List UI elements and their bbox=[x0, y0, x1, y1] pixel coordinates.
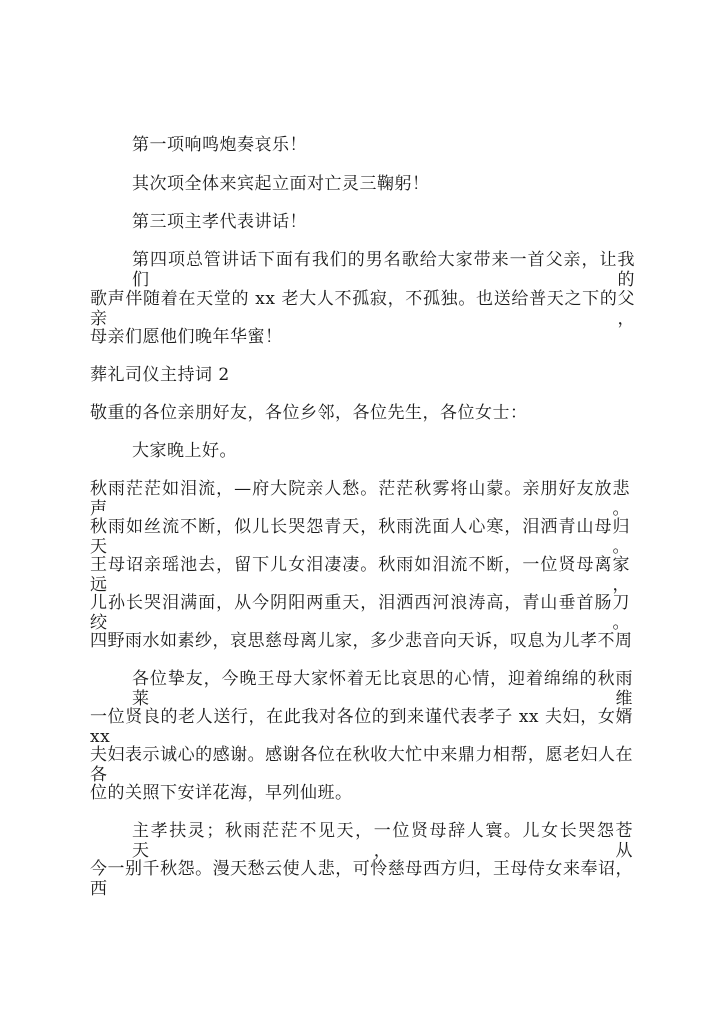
text-line: 其次项全体来宾起立面对亡灵三鞠躬！ bbox=[132, 174, 430, 194]
text-line: 主孝扶灵；秋雨茫茫不见天，一位贤母辞人寰。儿女长哭怨苍天，从 bbox=[132, 821, 633, 861]
text-line: 各位挚友，今晚王母大家怀着无比哀思的心情，迎着绵绵的秋雨莱维 bbox=[132, 669, 633, 709]
text-line: 第一项响鸣炮奏哀乐！ bbox=[132, 135, 307, 155]
text-line: 母亲们愿他们晚年华蜜！ bbox=[90, 327, 283, 347]
text-line: 秋雨茫茫如泪流，—府大院亲人愁。茫茫秋雾将山蒙。亲朋好友放悲声。 bbox=[90, 479, 630, 519]
text-line: 第三项主孝代表讲话！ bbox=[132, 212, 307, 232]
text-line: 第四项总管讲话下面有我们的男名歌给大家带来一首父亲，让我们的 bbox=[132, 250, 635, 290]
text-line: 秋雨如丝流不断，似儿长哭怨青天，秋雨洗面人心寒，泪洒青山母归天。 bbox=[90, 517, 630, 557]
section-heading: 葬礼司仪主持词 2 bbox=[90, 365, 230, 385]
text-line: 王母诏亲瑶池去，留下儿女泪凄凄。秋雨如泪流不断，一位贤母离家远， bbox=[90, 555, 630, 595]
text-line: 一位贤良的老人送行，在此我对各位的到来谨代表孝子 xx 夫妇，女婿 xx bbox=[90, 707, 633, 747]
text-line: 歌声伴随着在天堂的 xx 老大人不孤寂，不孤独。也送给普天之下的父亲， bbox=[90, 289, 635, 329]
text-line: 今一别千秋怨。漫天愁云使人悲，可怜慈母西方归，王母侍女来奉诏，西 bbox=[90, 859, 633, 899]
text-line: 位的关照下安详花海，早列仙班。 bbox=[90, 783, 353, 803]
text-line: 大家晚上好。 bbox=[132, 441, 237, 461]
text-line: 四野雨水如素纱，哀思慈母离儿家，多少悲音向天诉，叹息为儿孝不周 bbox=[90, 631, 633, 651]
text-line: 敬重的各位亲朋好友，各位乡邻，各位先生，各位女士： bbox=[90, 403, 528, 423]
text-line: 儿孙长哭泪满面，从今阴阳两重天，泪洒西河浪涛高，青山垂首肠刀绞。 bbox=[90, 593, 630, 633]
text-line: 夫妇表示诚心的感谢。感谢各位在秋收大忙中来鼎力相帮，愿老妇人在各 bbox=[90, 745, 633, 785]
